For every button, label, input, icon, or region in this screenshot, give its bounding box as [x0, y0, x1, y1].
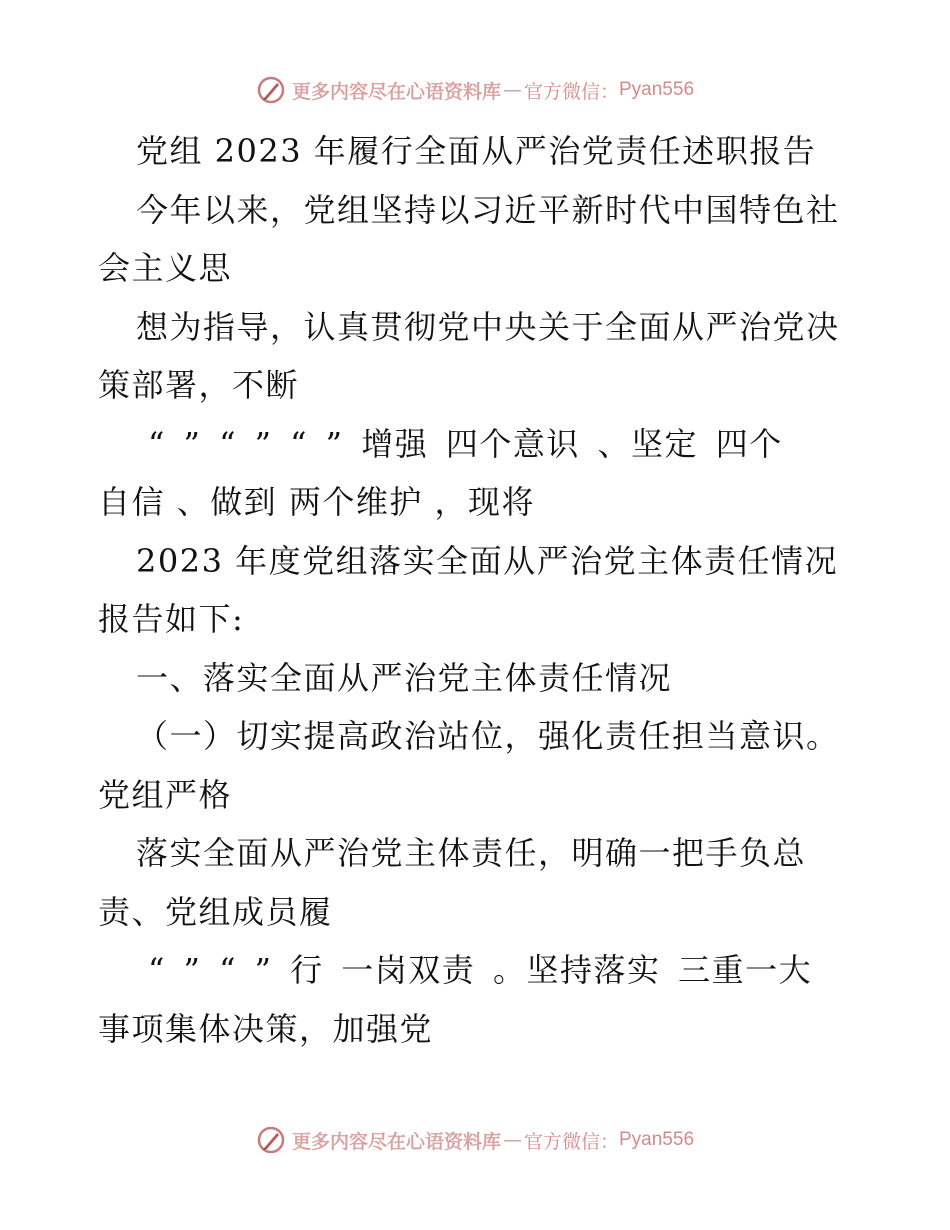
- watermark-wechat-label: 官方微信：: [523, 1130, 619, 1153]
- paragraph-line: 报告如下:: [98, 600, 245, 638]
- subsection-heading: （一）切实提高政治站位，强化责任担当意识。: [136, 717, 840, 755]
- watermark-separator: —: [502, 79, 522, 101]
- paragraph-line: 2023 年度党组落实全面从严治党主体责任情况: [136, 541, 839, 580]
- watermark-separator: —: [502, 1129, 522, 1151]
- watermark-banner-bottom: [0, 1120, 950, 1160]
- paragraph-line: 今年以来，党组坚持以习近平新时代中国特色社: [136, 190, 840, 229]
- document-title: 党组 2023 年履行全面从严治党责任述职报告: [136, 132, 817, 170]
- paragraph-line: 策部署，不断: [98, 366, 300, 404]
- paragraph-line: 责、党组成员履: [98, 892, 333, 931]
- watermark-text: 更多内容尽在心语资料库: [291, 1130, 501, 1153]
- watermark-text: 更多内容尽在心语资料库: [291, 80, 501, 103]
- watermark-wechat-label: 官方微信：: [523, 80, 619, 103]
- paragraph-line: 党组严格: [98, 775, 233, 814]
- watermark-banner-top: [0, 70, 950, 110]
- quill-pen-logo-icon: [256, 75, 286, 105]
- document-body: [98, 122, 858, 1058]
- paragraph-line: 事项集体决策，加强党: [98, 1009, 434, 1048]
- watermark-wechat-id: Pyan556: [619, 1129, 695, 1150]
- watermark-wechat-id: Pyan556: [619, 79, 695, 100]
- paragraph-line: 会主义思: [98, 249, 233, 287]
- paragraph-line: 想为指导，认真贯彻党中央关于全面从严治党决: [136, 307, 840, 346]
- paragraph-line: 自信 、做到 两个维护 ，现将: [98, 483, 536, 521]
- section-heading: 一、落实全面从严治党主体责任情况: [136, 658, 673, 697]
- paragraph-line: “ ” “ ” “ ” 增强 四个意识 、坚定 四个: [148, 424, 783, 463]
- quill-pen-logo-icon: [256, 1125, 286, 1155]
- paragraph-line: 落实全面从严治党主体责任，明确一把手负总: [136, 834, 807, 872]
- paragraph-line: “ ” “ ” 行 一岗双责 。坚持落实 三重一大: [148, 951, 813, 989]
